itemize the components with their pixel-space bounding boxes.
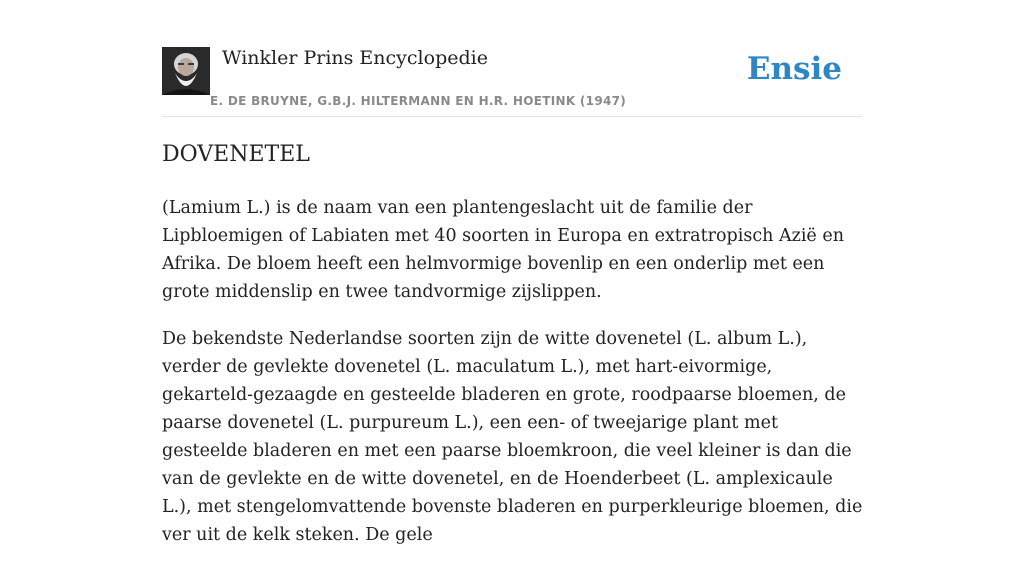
- author-portrait-icon: [162, 47, 210, 95]
- article-title: DOVENETEL: [162, 142, 310, 167]
- source-title[interactable]: Winkler Prins Encyclopedie: [222, 47, 488, 69]
- article-paragraph: De bekendste Nederlandse soorten zijn de witte dovenetel (L. album L.), verder de gevlekte dovenetel (L. maculatum L.), met hart-eivormige, gekarteld-gezaagde en gesteelde bladeren en grote, roodpaarse bloemen, de paarse dovenetel (L. purpureum L.), een een- of tweejarige plant met gesteelde bladeren en met een paarse bloemkroon, die veel kleiner is dan die van de gevlekte en de witte dovenetel, en de Hoenderbeet (L. amplexicaule L.), met stengelomvattende bovenste bladeren en purperkleurige bloemen, die ver uit de kelk steken. De gele: [162, 329, 863, 545]
- author-avatar[interactable]: [162, 47, 210, 95]
- brand-logo[interactable]: Ensie: [746, 51, 842, 87]
- source-authors: E. DE BRUYNE, G.B.J. HILTERMANN EN H.R. HOETINK (1947): [210, 94, 627, 108]
- article: [162, 140, 864, 568]
- article-paragraph: (Lamium L.) is de naam van een plantengeslacht uit de familie der Lipbloemigen of Labiaten met 40 soorten in Europa en extratropisch Azië en Afrika. De bloem heeft een helmvormige bovenlip en een onderlip met een grote middenslip en twee tandvormige zijslippen.: [162, 198, 844, 302]
- source-header: [162, 46, 862, 117]
